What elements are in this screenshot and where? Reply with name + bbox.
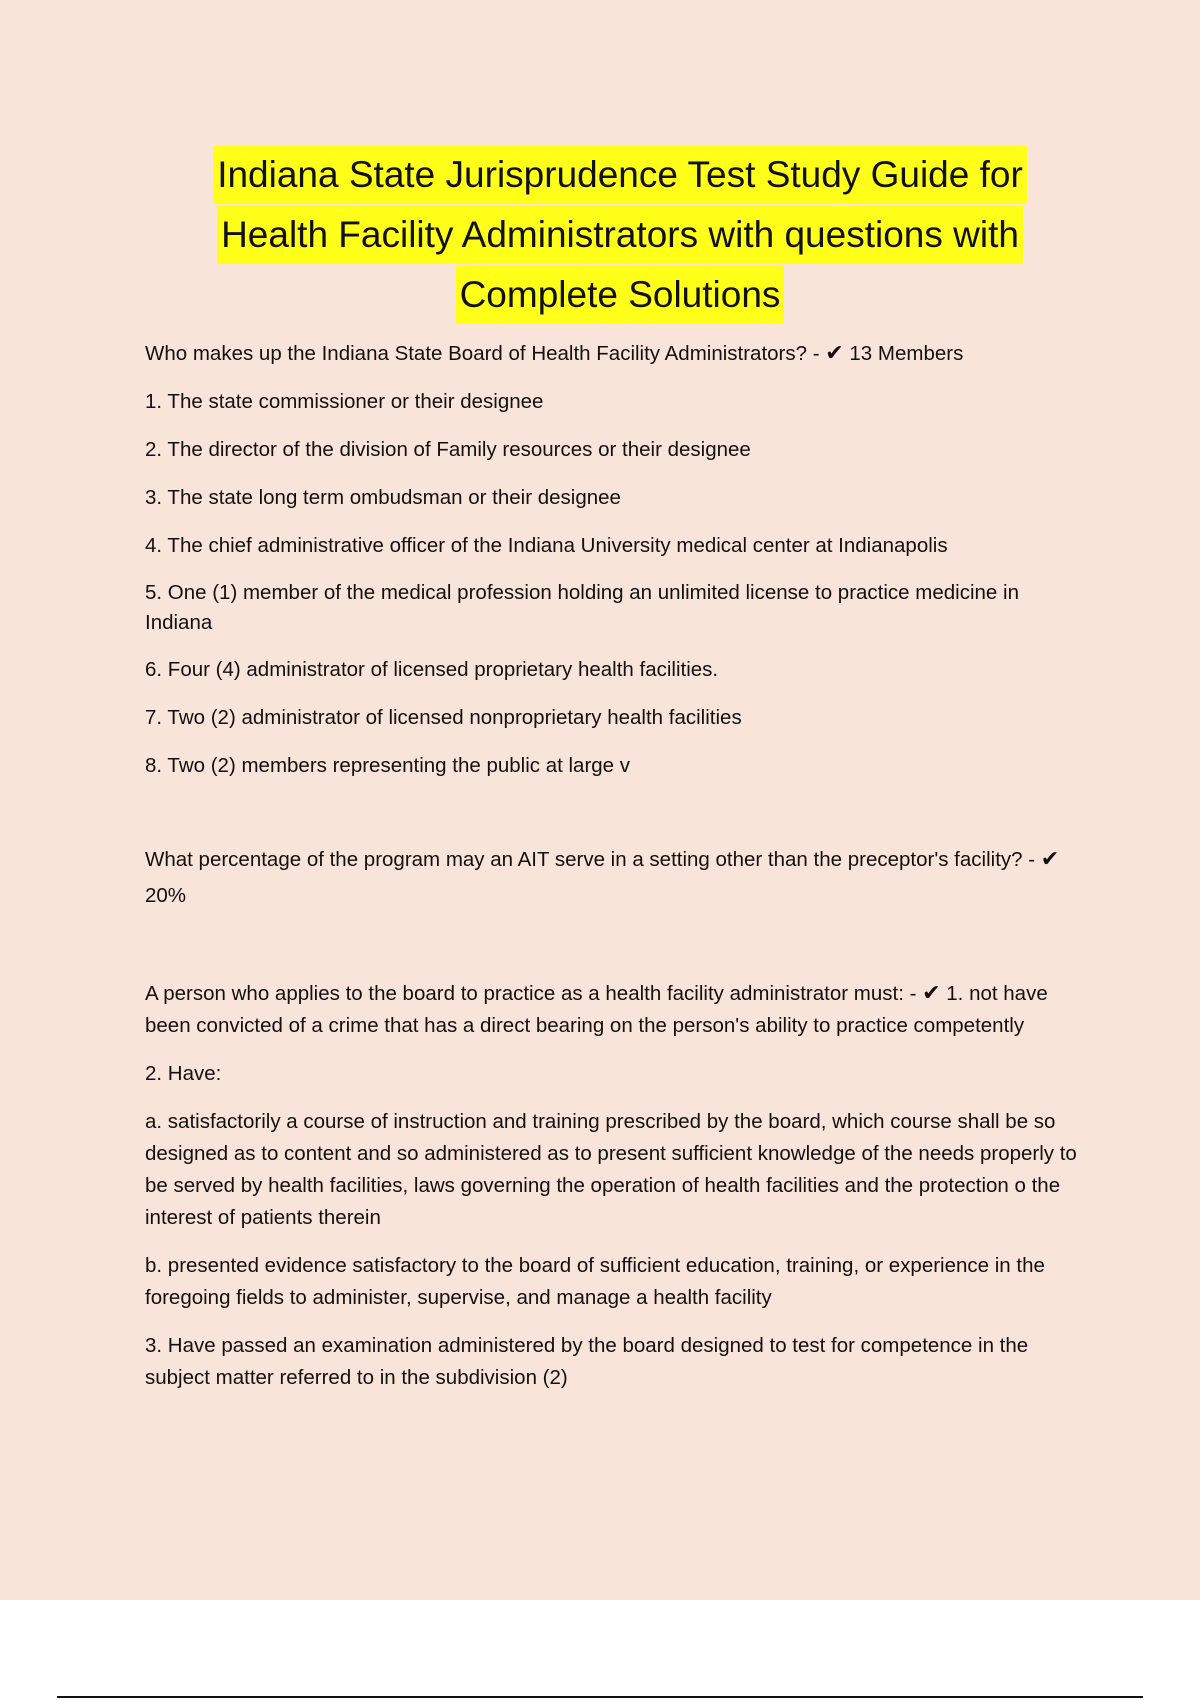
question-2-answer: 20% bbox=[145, 884, 187, 907]
title-line-3: Complete Solutions bbox=[456, 266, 785, 324]
list-item: 3. Have passed an examination administered by the board designed to test for competence in the subject matter referred to in the subdivision (2) bbox=[145, 1334, 1029, 1389]
question-2 bbox=[145, 842, 1090, 914]
list-item: 1. The state commissioner or their designee bbox=[145, 390, 544, 413]
list-item: 7. Two (2) administrator of licensed nonproprietary health facilities bbox=[145, 706, 742, 729]
list-item: 5. One (1) member of the medical profession holding an unlimited license to practice medicine in Indiana bbox=[145, 581, 1019, 634]
spacer bbox=[145, 930, 1090, 978]
question-1 bbox=[145, 338, 1090, 370]
list-item: a. satisfactorily a course of instruction and training prescribed by the board, which course shall be so designed as to content and so administered as to present sufficient knowledge of the needs properly to be served by health facilities, laws governing the operation of health facilities and the protection o the interest of patients therein bbox=[145, 1110, 1077, 1229]
check-mark-icon: ✔ bbox=[1040, 847, 1060, 872]
list-item: 2. Have: bbox=[145, 1062, 222, 1085]
question-3 bbox=[145, 978, 1090, 1042]
list-item: 4. The chief administrative officer of the Indiana University medical center at Indianapolis bbox=[145, 534, 948, 557]
question-1-answer: 13 Members bbox=[849, 342, 964, 365]
list-item: 6. Four (4) administrator of licensed proprietary health facilities. bbox=[145, 658, 719, 681]
check-mark-icon: ✔ bbox=[825, 341, 844, 366]
spacer bbox=[145, 798, 1090, 842]
title-line-2: Health Facility Administrators with questions with bbox=[217, 206, 1023, 264]
question-3-text: A person who applies to the board to practice as a health facility administrator must: - bbox=[145, 982, 917, 1005]
question-2-text: What percentage of the program may an AIT serve in a setting other than the preceptor's facility? - bbox=[145, 848, 1036, 871]
question-1-text: Who makes up the Indiana State Board of Health Facility Administrators? - bbox=[145, 342, 820, 365]
check-mark-icon: ✔ bbox=[922, 981, 941, 1006]
title-line-1: Indiana State Jurisprudence Test Study Guide for bbox=[213, 146, 1027, 204]
list-item: 2. The director of the division of Family resources or their designee bbox=[145, 438, 751, 461]
question-3-answer: 1. not have been convicted of a crime that has a direct bearing on the person's ability to practice competently bbox=[145, 982, 1048, 1037]
document-title bbox=[140, 145, 1100, 325]
list-item: 8. Two (2) members representing the public at large v bbox=[145, 754, 631, 777]
list-item: 3. The state long term ombudsman or their designee bbox=[145, 486, 621, 509]
list-item: b. presented evidence satisfactory to the board of sufficient education, training, or experience in the foregoing fields to administer, supervise, and manage a health facility bbox=[145, 1254, 1045, 1309]
bottom-divider bbox=[57, 1696, 1143, 1698]
document-body bbox=[145, 338, 1090, 1410]
